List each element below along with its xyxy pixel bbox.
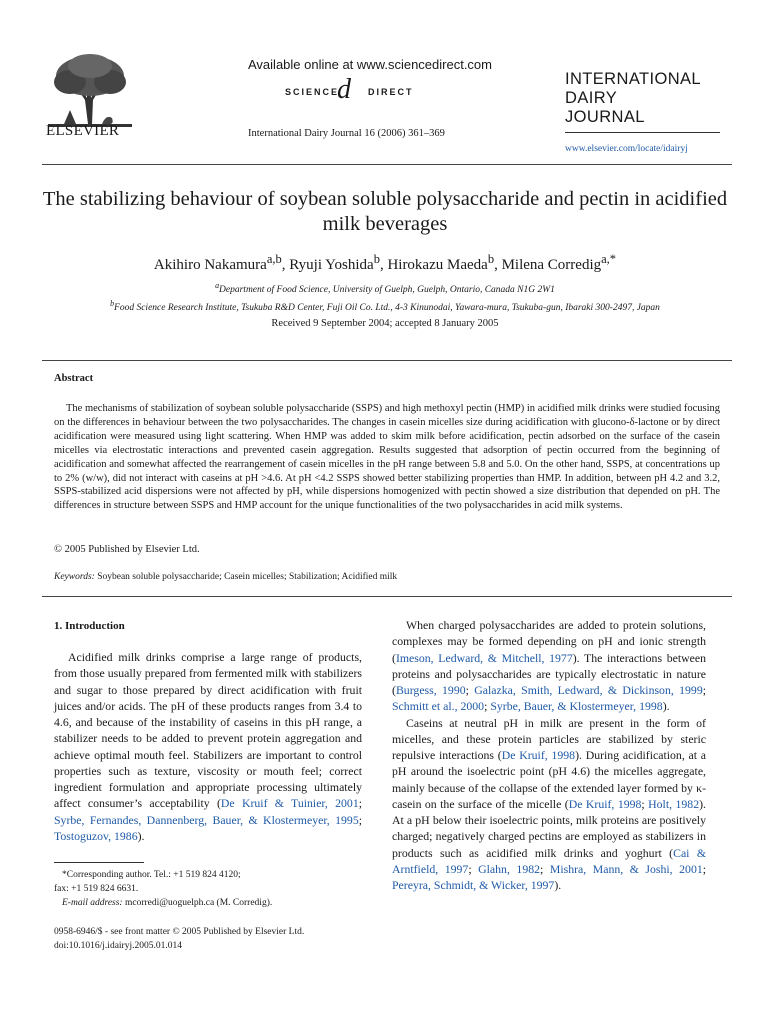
- intro-paragraph-2: When charged polysaccharides are added to protein solutions, complexes may be formed depending on pH and ionic strength (Imeson, Ledward, & Mitchell, 1977). The interactions between proteins and polysaccharides are typically electrostatic in nature (Burgess, 1990; Galazka, Smith, Ledward, & Dickinson, 1999; Schmitt et al., 2000; Syrbe, Bauer, & Klostermeyer, 1998).: [392, 618, 707, 714]
- sd-at-symbol: d: [337, 74, 351, 105]
- keywords-text: Soybean soluble polysaccharide; Casein micelles; Stabilization; Acidified milk: [97, 572, 398, 582]
- sd-right-word: DIRECT: [368, 87, 414, 97]
- footnote-corresponding: *Corresponding author. Tel.: +1 519 824 4120;: [62, 870, 241, 880]
- sciencedirect-logo: [285, 74, 435, 108]
- affiliation-a: $^a$Department of Food Science, University of Guelph, Guelph, Ontario, Canada N1G 2W1: [215, 281, 555, 296]
- available-online-text[interactable]: Available online at www.sciencedirect.com: [248, 57, 492, 72]
- abstract-bottom-divider: [42, 596, 732, 597]
- abstract-body: The mechanisms of stabilization of soybean soluble polysaccharide (SSPS) and high methoxyl pectin (HMP) in acidified milk drinks were studied focusing on the differences in behaviour between the two polysaccharides. The changes in casein micelles size during acidification with glucono-δ-lactone or by direct acidification were measured using light scattering. When HMP was added to skim milk before acidification, pectin adsorbed on the surface of the casein micelles via electrostatic interactions and prevented casein aggregation. Results suggested that adsorption of pectin occurred from the beginning of acidification and somewhat affected the rearrangement of casein micelles in the pH range between 5.8 and 5.0. On the other hand, SSPS, at concentrations up to 2% (w/w), did not interact with caseins at pH >4.6. At pH <4.2 SSPS showed better stabilizing properties than HMP. In addition, between pH 4.2 and 3.2, SSPS-stabilized acid dispersions were not affected by pH, while dispersions homogenized with pectin showed a size distribution that depended on pH. The differences in structure between SSPS and HMP account for the unique functionalities of the two polysaccharides in acid milk systems.: [54, 403, 720, 512]
- body-column-left: [54, 649, 362, 844]
- publisher-name: ELSEVIER: [46, 123, 120, 139]
- footnote-rule: [54, 862, 144, 863]
- keywords-line: [54, 572, 397, 582]
- author-list: Akihiro Nakamura$^{a,b}$, Ryuji Yoshida$^b$, Hirokazu Maeda$^b$, Milena Corredig$^{a,*}$: [153, 252, 617, 273]
- body-column-right: [392, 617, 706, 893]
- section-heading-introduction: 1. Introduction: [54, 620, 125, 632]
- abstract-heading: Abstract: [54, 373, 94, 384]
- abstract-copyright: © 2005 Published by Elsevier Ltd.: [54, 544, 200, 555]
- intro-paragraph-3: Caseins at neutral pH in milk are present in the form of micelles, and these protein particles are stabilized by steric repulsive interactions (De Kruif, 1998). During acidification, at a pH around the isoelectric point (pH 4.6) the micelles aggregate, mainly because of the collapse of the extended layer formed by κ-casein on the surface of the micelle (De Kruif, 1998; Holt, 1982). At a pH below their isoelectric points, milk proteins are positively charged; negatively charged pectins are employed as stabilizers in products such as acidified milk drinks and yoghurt (Cai & Arntfield, 1997; Glahn, 1982; Mishra, Mann, & Joshi, 2001; Pereyra, Schmidt, & Wicker, 1997).: [392, 715, 707, 892]
- journal-logo-line-1: INTERNATIONAL: [565, 70, 701, 88]
- abstract-top-divider: [42, 360, 732, 361]
- doi-line: doi:10.1016/j.idairyj.2005.01.014: [54, 941, 182, 951]
- journal-logo-rule: [565, 132, 720, 133]
- header-divider: [42, 164, 732, 165]
- keywords-label: Keywords:: [54, 572, 95, 582]
- received-dates: Received 9 September 2004; accepted 8 January 2005: [271, 318, 499, 329]
- issn-block: [54, 925, 364, 953]
- footnote-email[interactable]: mcorredi@uoguelph.ca (M. Corredig).: [124, 898, 273, 908]
- journal-logo-line-2: DAIRY: [565, 89, 618, 107]
- sd-left-word: SCIENCE: [285, 87, 340, 97]
- journal-logo-line-3: JOURNAL: [565, 108, 645, 126]
- journal-url-link[interactable]: www.elsevier.com/locate/idairyj: [565, 144, 688, 154]
- footnote: [54, 868, 364, 910]
- journal-reference: International Dairy Journal 16 (2006) 361–369: [248, 128, 445, 139]
- journal-logo: [565, 70, 701, 127]
- issn-line: 0958-6946/$ - see front matter © 2005 Published by Elsevier Ltd.: [54, 927, 305, 937]
- article-title: The stabilizing behaviour of soybean soluble polysaccharide and pectin in acidified milk beverages: [42, 188, 728, 235]
- affiliation-b: $^b$Food Science Research Institute, Tsukuba R&D Center, Fuji Oil Co. Ltd., 4-3 Kinunodai, Yawara-mura, Tsukuba-gun, Ibaraki 300-2497, Japan: [110, 299, 660, 314]
- footnote-email-label: E-mail address:: [62, 898, 123, 908]
- intro-paragraph-1: Acidified milk drinks comprise a large range of products, from those usually prepared from fermented milk with stabilizers and sugar to those prepared by direct acidification with fruit juices and/or acids. The pH of these products ranges from 3.4 to 4.6, and because of the instability of caseins in this pH range, a stabilizer needs to be added to prevent protein aggregation and achieve optimal mouth feel. Stabilizers are important to control properties such as texture, viscosity or mouth feel; correct ingredient formulation and appropriate processing ultimately affect consumer’s acceptability (De Kruif & Tuinier, 2001; Syrbe, Fernandes, Dannenberg, Bauer, & Klostermeyer, 1995; Tostoguzov, 1986).: [54, 650, 363, 843]
- affiliations: [40, 279, 730, 315]
- footnote-fax: fax: +1 519 824 6631.: [54, 884, 139, 894]
